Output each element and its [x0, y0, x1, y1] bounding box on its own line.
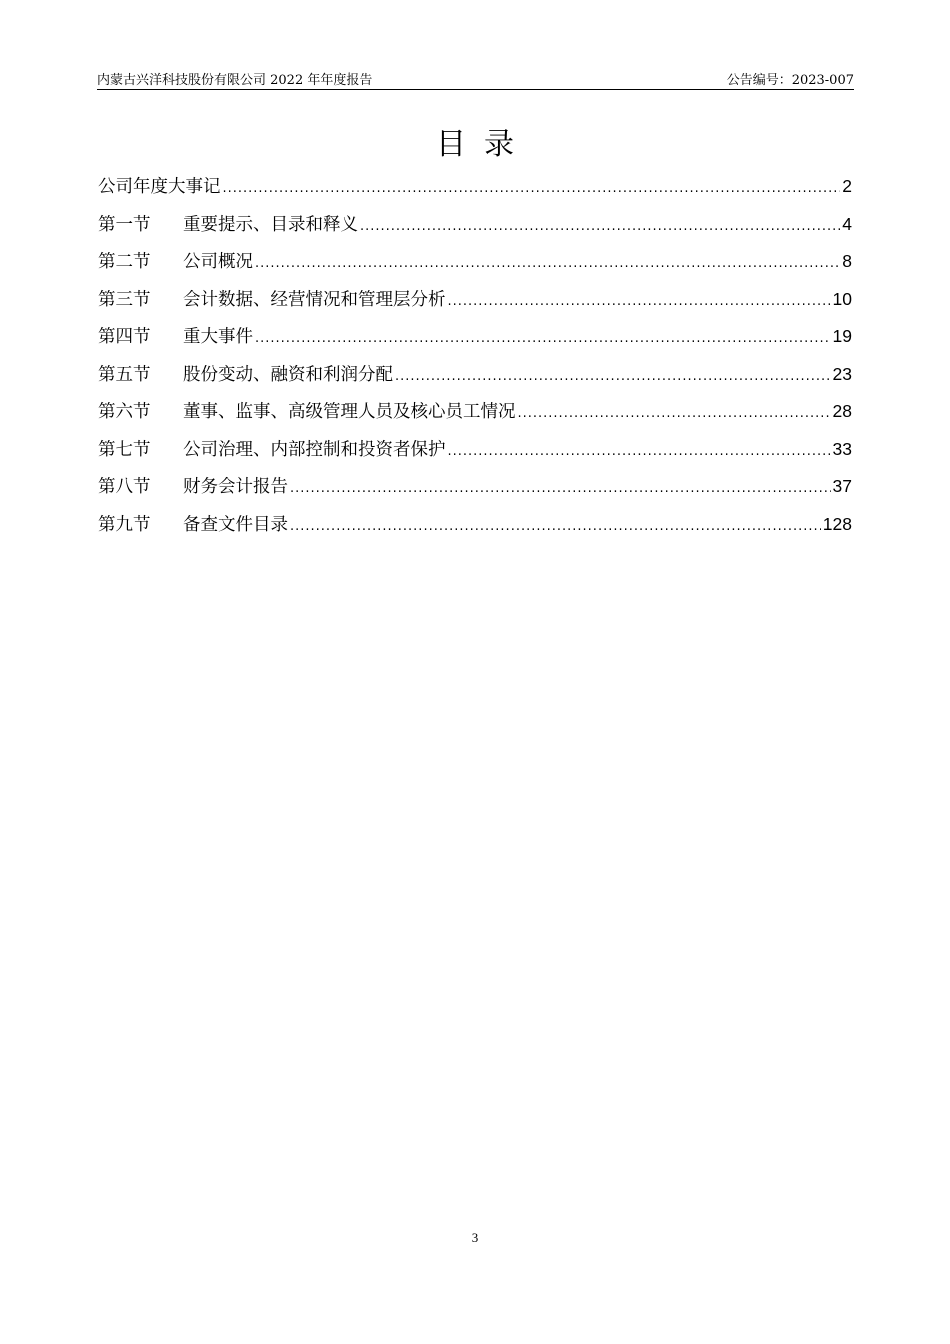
toc-section-number: 第九节 — [98, 514, 151, 535]
toc-section-number: 公司年度大事记 — [98, 177, 221, 197]
toc-dot-leader — [290, 508, 821, 546]
toc-page-number: 23 — [832, 363, 852, 384]
toc-page-number: 10 — [832, 288, 852, 309]
toc-page-number: 128 — [822, 513, 852, 534]
toc-dot-leader — [395, 358, 831, 396]
page-footer — [0, 1230, 950, 1246]
toc-entry[interactable] — [98, 281, 852, 319]
toc-section-title: 公司治理、内部控制和投资者保护 — [183, 439, 446, 460]
header-announcement-number: 公告编号：2023-007 — [726, 73, 854, 88]
toc-dot-leader — [518, 395, 831, 433]
toc-section-title: 财务会计报告 — [183, 477, 288, 497]
toc-entry[interactable] — [98, 393, 852, 431]
page-number: 3 — [471, 1230, 479, 1245]
toc-section-number: 第二节 — [98, 252, 151, 272]
toc-section-title: 会计数据、经营情况和管理层分析 — [183, 289, 446, 310]
toc-section-number: 第三节 — [98, 289, 151, 310]
toc-page-number: 2 — [842, 176, 852, 196]
toc-section-title: 重要提示、目录和释义 — [183, 214, 358, 235]
toc-dot-leader — [360, 208, 840, 246]
toc-entry[interactable] — [98, 468, 852, 506]
table-of-contents — [98, 168, 852, 543]
toc-dot-leader — [448, 433, 831, 471]
toc-page-number: 8 — [842, 251, 852, 271]
toc-section-number: 第一节 — [98, 214, 151, 235]
toc-dot-leader — [290, 470, 831, 508]
toc-dot-leader — [255, 245, 840, 283]
toc-section-number: 第八节 — [98, 477, 151, 497]
toc-entry[interactable] — [98, 168, 852, 206]
toc-dot-leader — [255, 320, 831, 358]
toc-entry[interactable] — [98, 206, 852, 244]
toc-section-title: 重大事件 — [183, 327, 253, 347]
toc-page-number: 4 — [842, 213, 852, 234]
toc-section-number: 第七节 — [98, 439, 151, 460]
toc-section-number: 第六节 — [98, 402, 151, 422]
toc-entry[interactable] — [98, 356, 852, 394]
toc-entry[interactable] — [98, 506, 852, 544]
page-header — [97, 66, 854, 90]
header-company-report: 内蒙古兴洋科技股份有限公司 2022 年年度报告 — [97, 73, 373, 88]
toc-section-title: 备查文件目录 — [183, 514, 288, 535]
toc-section-number: 第四节 — [98, 327, 151, 347]
toc-dot-leader — [448, 283, 831, 321]
toc-entry[interactable] — [98, 243, 852, 281]
toc-page-number: 28 — [832, 401, 852, 421]
toc-section-title: 股份变动、融资和利润分配 — [183, 364, 393, 385]
toc-dot-leader — [223, 170, 841, 208]
toc-page-number: 19 — [832, 326, 852, 346]
toc-section-title: 董事、监事、高级管理人员及核心员工情况 — [183, 402, 516, 422]
toc-title: 目录 — [436, 127, 532, 162]
toc-section-title: 公司概况 — [183, 252, 253, 272]
toc-page-number: 33 — [832, 438, 852, 459]
toc-page-number: 37 — [832, 476, 852, 496]
toc-entry[interactable] — [98, 318, 852, 356]
toc-entry[interactable] — [98, 431, 852, 469]
toc-section-number: 第五节 — [98, 364, 151, 385]
